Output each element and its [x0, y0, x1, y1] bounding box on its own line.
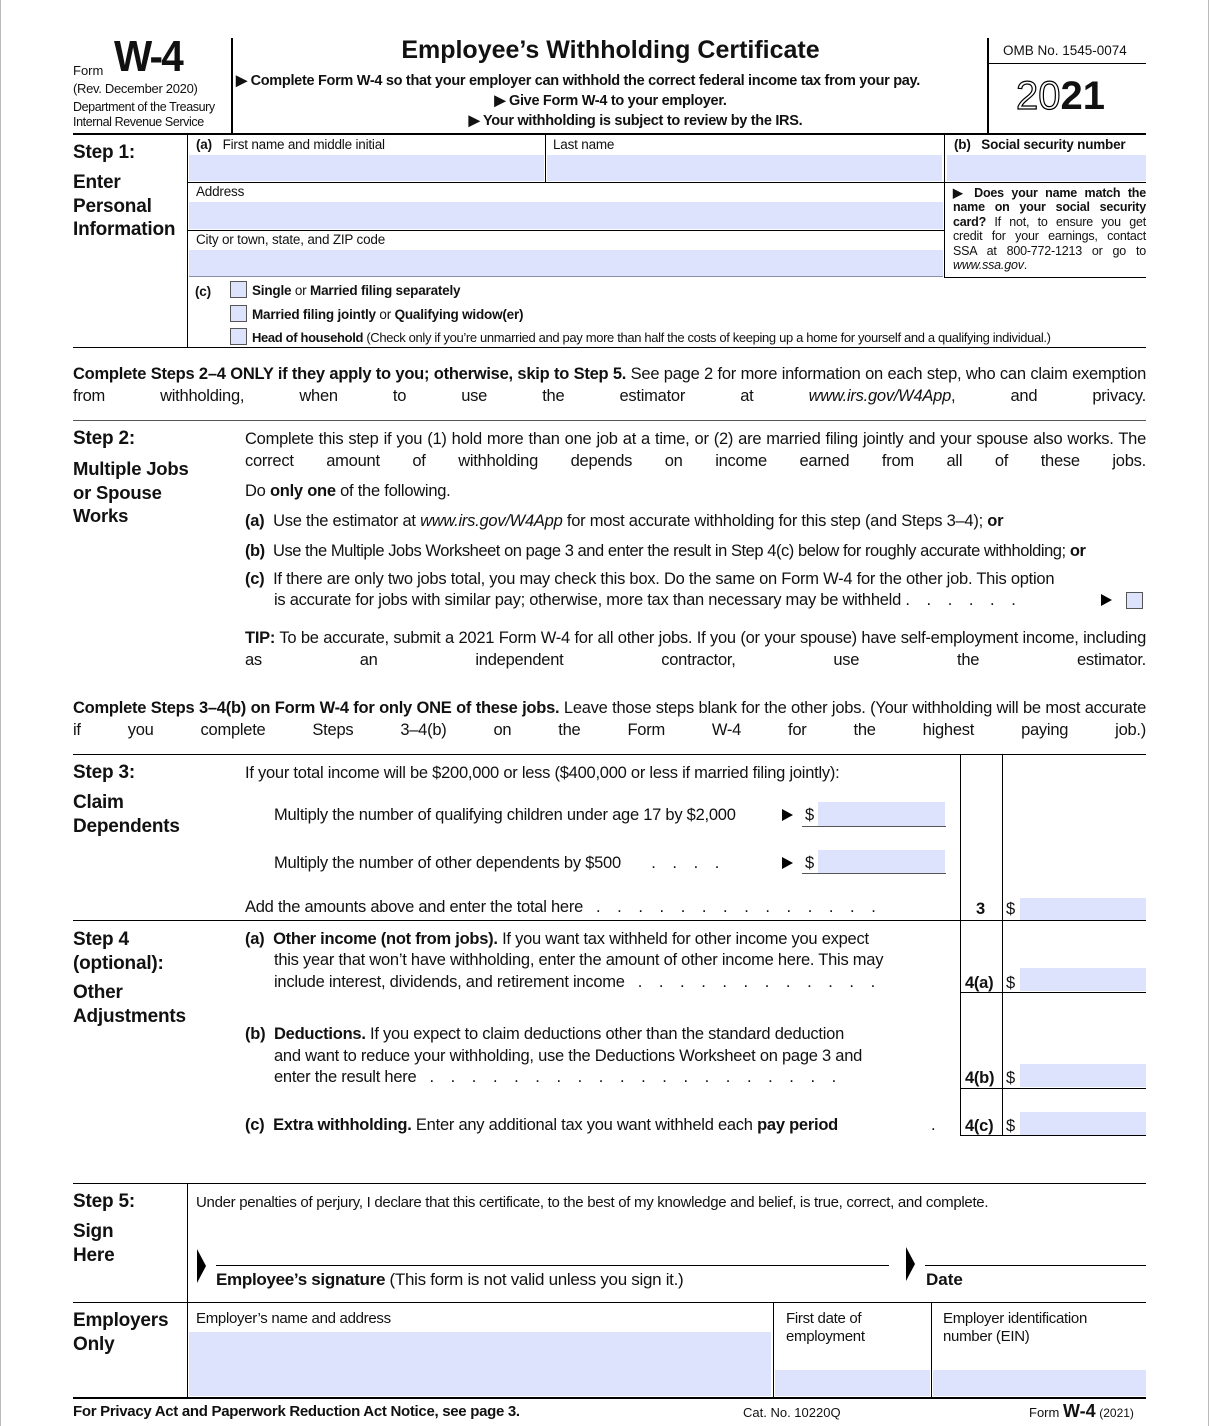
address-label: Address [196, 184, 245, 199]
children-amount-input[interactable] [818, 802, 945, 826]
first-date-label: employment [786, 1328, 865, 1345]
step3-subtitle: Dependents [73, 816, 180, 837]
other-dependents-label: Multiply the number of other dependents by $500 . . . . [274, 854, 726, 872]
divider [187, 1183, 188, 1397]
department: Department of the Treasury [73, 100, 215, 114]
ssa-note-question: ▶ Does your name match the name on your social security card? [953, 186, 1146, 229]
divider [960, 754, 961, 1136]
ssn-input[interactable] [947, 155, 1146, 181]
ssa-link[interactable]: www.ssa.gov [953, 258, 1024, 273]
estimator-link[interactable]: www.irs.gov/W4App [808, 386, 952, 405]
footer-form: Form W-4 (2021) [1029, 1401, 1134, 1421]
tag: (a) [196, 137, 212, 152]
form-title: Employee’s Withholding Certificate [401, 36, 820, 64]
divider [187, 135, 188, 348]
step3-subtitle: Claim [73, 792, 124, 813]
ein-input[interactable] [933, 1370, 1146, 1396]
filing-single-checkbox[interactable] [230, 281, 247, 298]
employer-name-address-input[interactable] [189, 1332, 771, 1396]
employers-title: Only [73, 1334, 115, 1355]
divider [960, 992, 1146, 993]
filing-married-jointly-checkbox[interactable] [230, 305, 247, 322]
currency-symbol: $ [1006, 900, 1015, 918]
step4-subtitle: Adjustments [73, 1006, 186, 1027]
step2-do-one: Do only one of the following. [245, 482, 451, 500]
children-label: Multiply the number of qualifying children under age 17 by $2,000 [274, 806, 736, 824]
date-label: Date [926, 1270, 963, 1289]
divider [802, 826, 946, 827]
divider [73, 133, 1146, 135]
step4-title-optional: (optional): [73, 953, 164, 974]
city-label: City or town, state, and ZIP code [196, 232, 385, 247]
instruction-2: ▶ Give Form W-4 to your employer. [494, 93, 727, 109]
step4b-line3: enter the result here . . . . . . . . . . . . . . . . . . . . [274, 1068, 843, 1086]
step4b-line2: and want to reduce your withholding, use the Deductions Worksheet on page 3 and [274, 1047, 863, 1065]
omb-number: OMB No. 1545-0074 [1003, 43, 1127, 58]
divider [960, 1088, 1146, 1089]
step5-title: Step 5: [73, 1191, 135, 1212]
step1-subtitle: Personal [73, 196, 152, 217]
catalog-number: Cat. No. 10220Q [743, 1405, 841, 1420]
filing-single-label: Single or Married filing separately [252, 283, 461, 298]
year-outline: 20 [1016, 74, 1061, 118]
city-state-zip-input[interactable] [189, 250, 943, 277]
tax-year [1016, 74, 1105, 119]
line-number-4b: 4(b) [965, 1069, 995, 1087]
step3-total-label: Add the amounts above and enter the total here . . . . . . . . . . . . . . [245, 898, 882, 916]
instruction-3: ▶ Your withholding is subject to review by the IRS. [468, 113, 803, 129]
leader-dots: . [931, 1116, 936, 1134]
step5-subtitle: Sign [73, 1221, 114, 1242]
arrow-icon [782, 809, 793, 821]
step4a-line3: include interest, dividends, and retirement income . . . . . . . . . . . . [274, 973, 882, 991]
line-number-3: 3 [976, 900, 985, 918]
steps-2-4-intro: Complete Steps 2–4 ONLY if they apply to you; otherwise, skip to Step 5. See page 2 for more information on each step, who can claim exemption from withholding, when to use the estimator at www.irs.gov/W4App, and privacy. [73, 365, 1146, 405]
step4a-line1: (a) Other income (not from jobs). If you want tax withheld for other income you expect [245, 930, 869, 948]
deductions-input[interactable] [1020, 1064, 1146, 1087]
estimator-link[interactable]: www.irs.gov/W4App [420, 512, 563, 530]
filing-status-tag: (c) [195, 284, 211, 299]
step4c-line: (c) Extra withholding. Enter any additional tax you want withheld each pay period [245, 1116, 839, 1134]
step2-subtitle: Works [73, 505, 129, 526]
divider [73, 1302, 1146, 1303]
arrow-icon [782, 857, 793, 869]
form-word: Form [73, 63, 104, 78]
divider [931, 1302, 932, 1397]
ssa-note-end: . [1023, 258, 1028, 273]
divider [188, 182, 1146, 183]
ssa-note [953, 186, 1146, 272]
divider [944, 277, 1146, 278]
other-income-input[interactable] [1020, 968, 1146, 991]
step3-total-input[interactable] [1020, 898, 1146, 921]
agency: Internal Revenue Service [73, 115, 204, 129]
step1-subtitle: Information [73, 219, 176, 240]
filing-married-jointly-label: Married filing jointly or Qualifying widow(er) [252, 307, 524, 322]
first-name-input[interactable] [189, 155, 544, 181]
privacy-notice: For Privacy Act and Paperwork Reduction Act Notice, see page 3. [73, 1403, 520, 1420]
tag: (b) [954, 137, 971, 152]
currency-symbol: $ [805, 854, 814, 872]
filing-head-of-household-checkbox[interactable] [230, 328, 247, 345]
arrow-icon [197, 1249, 206, 1283]
arrow-icon [1101, 594, 1112, 606]
currency-symbol: $ [1006, 974, 1015, 992]
last-name-label: Last name [553, 137, 615, 152]
step3-title: Step 3: [73, 762, 135, 783]
first-name-label [196, 137, 385, 152]
address-input[interactable] [189, 202, 943, 229]
currency-symbol: $ [805, 806, 814, 824]
line-number-4c: 4(c) [965, 1117, 994, 1135]
step2-description: Complete this step if you (1) hold more than one job at a time, or (2) are married filing jointly and your spouse also works. The correct amount of withholding depends on income earned from all of these jobs. [245, 430, 1146, 470]
step4a-line2: this year that won’t have withholding, enter the amount of other income here. This may [274, 951, 884, 969]
ein-label: number (EIN) [943, 1328, 1030, 1345]
other-dependents-amount-input[interactable] [818, 850, 945, 873]
page-edge-left [0, 0, 1, 1426]
currency-symbol: $ [1006, 1117, 1015, 1135]
page-edge-right [1208, 0, 1209, 1426]
divider [188, 230, 944, 231]
date-line[interactable] [925, 1265, 1146, 1266]
divider [773, 1302, 774, 1397]
filing-head-of-household-label: Head of household (Check only if you’re unmarried and pay more than half the costs of keeping up a home for yourself and a qualifying individual.) [252, 330, 1051, 345]
step2-option-a: (a) Use the estimator at www.irs.gov/W4App for most accurate withholding for this step (and Steps 3–4); or [245, 512, 1004, 530]
step1-subtitle: Enter [73, 172, 121, 193]
step2-subtitle: Multiple Jobs [73, 458, 189, 479]
first-date-input[interactable] [775, 1370, 930, 1396]
instruction-1: ▶ Complete Form W-4 so that your employer can withhold the correct federal income tax from your pay. [236, 73, 920, 89]
divider [802, 873, 946, 874]
divider [1002, 754, 1003, 1136]
divider [987, 38, 989, 134]
divider [73, 920, 1146, 921]
step2-tip: TIP: To be accurate, submit a 2021 Form W-4 for all other jobs. If you (or your spouse) have self-employment income, including as an independent contractor, use the estimator. [245, 629, 1146, 669]
divider [73, 1397, 1146, 1399]
year-bold: 21 [1060, 74, 1105, 118]
two-jobs-checkbox[interactable] [1126, 592, 1143, 609]
ssn-label [954, 137, 1125, 152]
employer-name-label: Employer’s name and address [196, 1310, 391, 1327]
ein-label: Employer identification [943, 1310, 1088, 1327]
signature-label: Employee’s signature (This form is not valid unless you sign it.) [216, 1270, 684, 1289]
extra-withholding-input[interactable] [1020, 1112, 1146, 1135]
divider [73, 347, 1146, 348]
step5-subtitle: Here [73, 1245, 115, 1266]
signature-line[interactable] [216, 1265, 889, 1266]
revision-date: (Rev. December 2020) [73, 81, 198, 96]
currency-symbol: $ [1006, 1069, 1015, 1087]
divider [545, 135, 546, 182]
step2-title: Step 2: [73, 428, 135, 449]
step2-option-c: (c) If there are only two jobs total, you may check this box. Do the same on Form W-4 for the other job. This option [245, 570, 1055, 588]
arrow-icon [906, 1247, 915, 1281]
step4-subtitle: Other [73, 982, 123, 1003]
form-number: W-4 [114, 32, 182, 81]
step2-subtitle: or Spouse [73, 482, 162, 503]
divider [73, 754, 1146, 755]
ssa-note-text: If not, to ensure you get credit for your earnings, contact SSA at 800-772-1213 or go to [953, 214, 1146, 258]
label: First name and middle initial [222, 137, 385, 152]
label: Social security number [981, 137, 1126, 152]
line-number-4a: 4(a) [965, 974, 994, 992]
steps-3-4-intro: Complete Steps 3–4(b) on Form W-4 for only ONE of these jobs. Leave those steps blank for the other jobs. (Your withholding will be most accurate if you complete Steps 3–4(b) on the Form W-4 for the highest paying job.) [73, 699, 1146, 739]
step2-option-b: (b) Use the Multiple Jobs Worksheet on page 3 and enter the result in Step 4(c) below for roughly accurate withholding; or [245, 542, 1086, 560]
perjury-declaration: Under penalties of perjury, I declare that this certificate, to the best of my knowledge and belief, is true, correct, and complete. [196, 1194, 989, 1211]
last-name-input[interactable] [547, 155, 942, 181]
step4b-line1: (b) Deductions. If you expect to claim deductions other than the standard deduction [245, 1025, 845, 1043]
divider [960, 1135, 1146, 1136]
first-date-label: First date of [786, 1310, 862, 1327]
divider [73, 1183, 1146, 1184]
step4-title: Step 4 [73, 929, 129, 950]
step3-condition: If your total income will be $200,000 or less ($400,000 or less if married filing jointly): [245, 764, 840, 782]
step2-option-c-line2: is accurate for jobs with similar pay; otherwise, more tax than necessary may be withheld . . . . . . [274, 591, 1022, 609]
step1-title: Step 1: [73, 142, 135, 163]
employers-title: Employers [73, 1310, 169, 1331]
divider [73, 420, 1146, 421]
divider [944, 135, 945, 277]
divider [989, 63, 1146, 64]
